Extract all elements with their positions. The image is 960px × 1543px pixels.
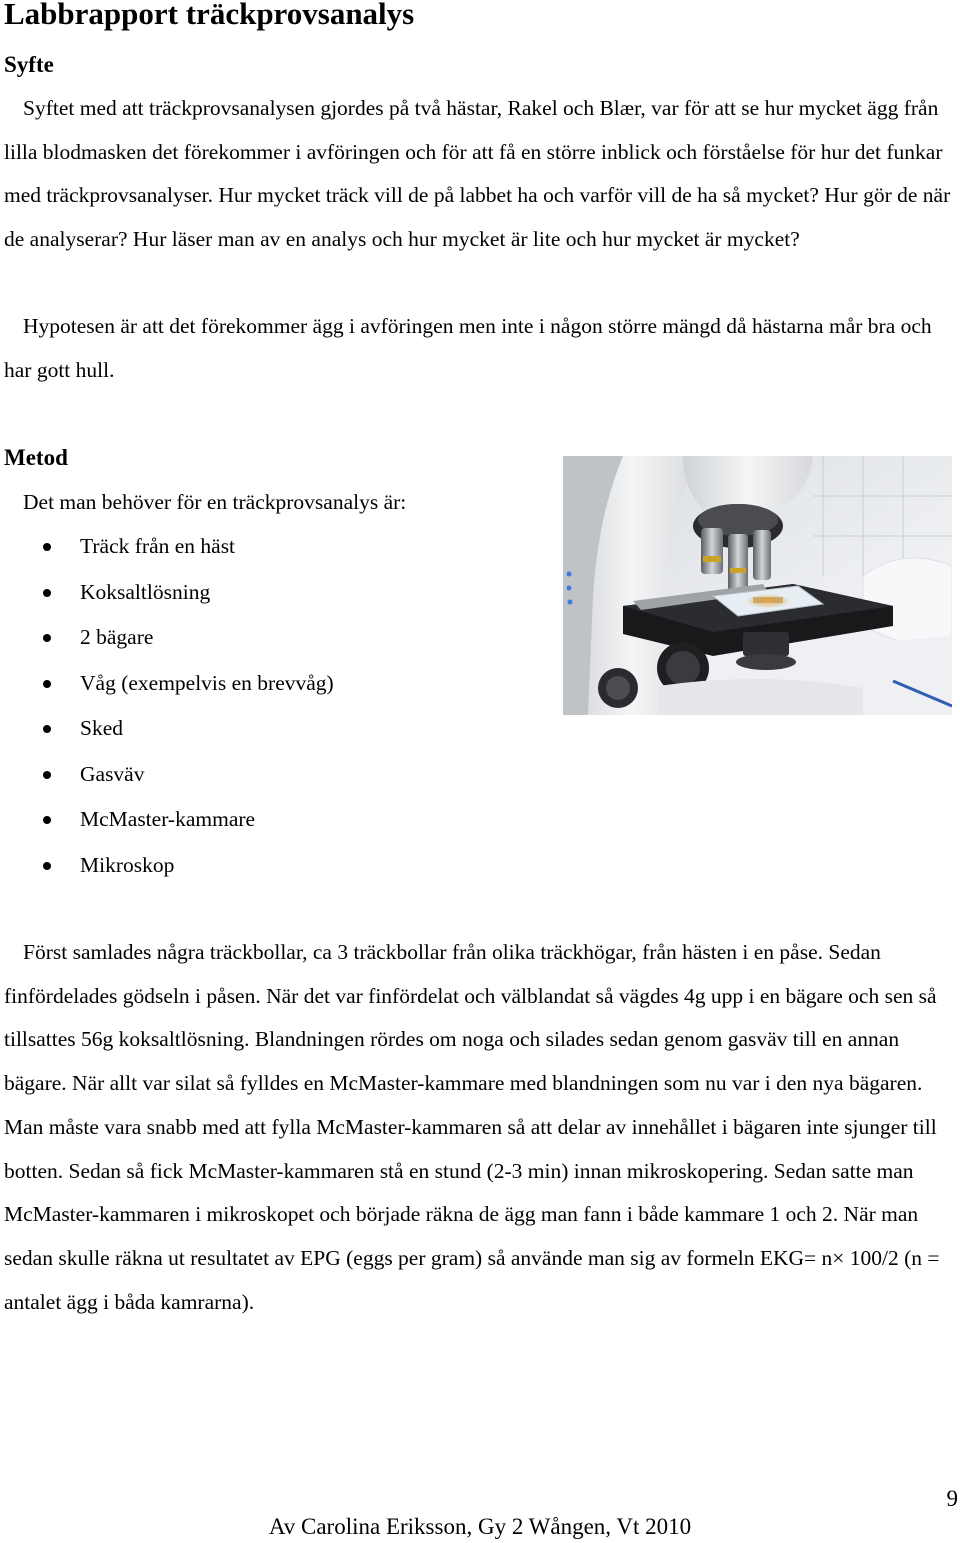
bullet-icon [43,680,51,688]
bullet-icon [43,862,51,870]
page-number: 9 [946,1486,958,1511]
section-heading-syfte: Syfte [4,52,54,77]
syfte-paragraph-2: Hypotesen är att det förekommer ägg i avföringen men inte i någon större mängd då hästarna mår bra och har gott hull. [4,314,932,382]
metod-paragraph: Först samlades några träckbollar, ca 3 träckbollar från olika träckhögar, från hästen i en påse. Sedan finfördelades gödseln i påsen. När det var finfördelat och välblandat så vägdes 4g upp i en bägare och sen så tillsattes 56g koksaltlösning. Blandningen rördes om noga och silades sedan genom gasväv till en annan bägare. När allt var silat så fylldes en McMaster-kammare med blandningen som nu var i den nya bägaren. Man måste vara snabb med att fylla McMaster-kammaren så att delar av innehållet i bägaren inte sjunger till botten. Sedan så fick McMaster-kammaren stå en stund (2-3 min) innan mikroskopering. Sedan satte man McMaster-kammaren i mikroskopet och började räkna de ägg man fann i både kammare 1 och 2. När man sedan skulle räkna ut resultatet av EPG (eggs per gram) så använde man sig av formeln EKG= n× 100/2 (n = antalet ägg i båda kamrarna). [4,940,940,1314]
bullet-icon [43,725,51,733]
bullet-icon [43,816,51,824]
bullet-icon [43,543,51,551]
metod-intro: Det man behöver för en träckprovsanalys är: [23,490,407,514]
page-footer: Av Carolina Eriksson, Gy 2 Wången, Vt 2010 [268,1514,692,1539]
document-page: Labbrapport träckprovsanalys Syfte Syftet med att träckprovsanalysen gjordes på två hästar, Rakel och Blær, var för att se hur mycket ägg från lilla blodmasken det förekommer i avföringen och för att få en större inblick och förståelse för hur det funkar med träckprovsanalyser. Hur mycket träck vill de på labbet ha och varför vill de ha så mycket? Hur gör de när de analyserar? Hur läser man av en analys och hur mycket är lite och hur mycket är mycket? Hypotesen är att det förekommer ägg i avföringen men inte i någon större mängd då hästarna mår bra och har gott hull. Metod Det man behöver för en träckprovsanalys är: Träck från en häst Koksaltlösning 2 bägare Våg (exempelvis en brevvåg) Sked Gasväv McMaster-kammare Mikroskop Först samlades några träckbollar, ca 3 träckbollar från olika träckhögar, från hästen i en påse. Sedan finfördelades gödseln i påsen. När det var finfördelat och välblandat så vägdes 4g upp i en bägare och sen så tillsattes 56g koksaltlösning. Blandningen rördes om noga och silades sedan genom gasväv till en annan bägare. När allt var silat så fylldes en McMaster-kammare med blandningen som nu var i den nya bägaren. Man måste vara snabb med att fylla McMaster-kammaren så att delar av innehållet i bägaren inte sjunger till botten. Sedan så fick McMaster-kammaren stå en stund (2-3 min) innan mikroskopering. Sedan satte man McMaster-kammaren i mikroskopet och började räkna de ägg man fann i både kammare 1 och 2. När man sedan skulle räkna ut resultatet av EPG (eggs per gram) så använde man sig av formeln EKG= n× 100/2 (n = antalet ägg i båda kamrarna). 9 Av Carolina Eriksson, Gy 2 Wången, Vt 2010 [0,0,960,1543]
bullet-icon [43,589,51,597]
document-title: Labbrapport träckprovsanalys [4,0,415,31]
microscope-illustration [563,456,952,715]
bullet-icon [43,771,51,779]
microscope-photo [563,456,952,715]
section-heading-metod: Metod [4,445,68,470]
bullet-icon [43,634,51,642]
syfte-paragraph-1: Syftet med att träckprovsanalysen gjordes på två hästar, Rakel och Blær, var för att se hur mycket ägg från lilla blodmasken det förekommer i avföringen och för att få en större inblick och förståelse för hur det funkar med träckprovsanalyser. Hur mycket träck vill de på labbet ha och varför vill de ha så mycket? Hur gör de när de analyserar? Hur läser man av en analys och hur mycket är lite och hur mycket är mycket? [4,96,951,252]
